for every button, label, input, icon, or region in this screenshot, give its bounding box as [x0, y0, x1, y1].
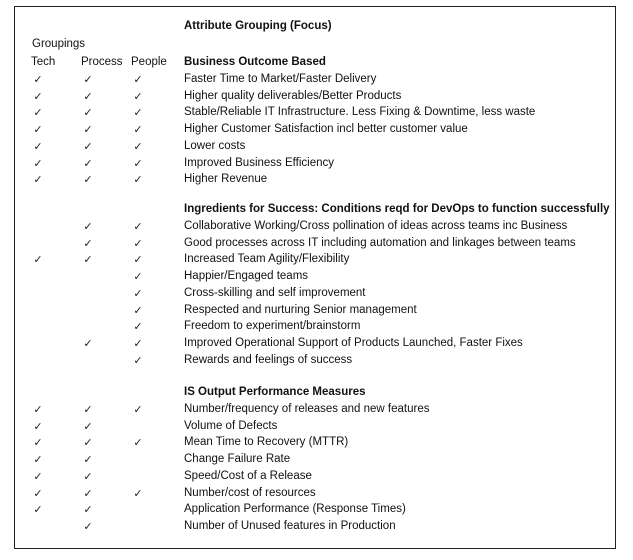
- attribute-label: Stable/Reliable IT Infrastructure. Less Fixing & Downtime, less waste: [184, 106, 536, 119]
- table-row: [0, 106, 633, 123]
- table-row: [0, 270, 633, 287]
- column-header-people: People: [131, 56, 167, 68]
- attribute-label: Higher Revenue: [184, 173, 268, 186]
- table-row: [0, 173, 633, 190]
- checkmark-icon: ✓: [83, 487, 93, 500]
- checkmark-icon: ✓: [83, 221, 93, 233]
- table-row: [0, 487, 633, 504]
- checkmark-icon: ✓: [83, 254, 93, 267]
- table-row: [0, 73, 633, 90]
- checkmark-icon: ✓: [133, 74, 143, 86]
- checkmark-icon: ✓: [33, 157, 43, 170]
- checkmark-icon: ✓: [33, 254, 43, 267]
- attribute-label: Improved Operational Support of Products Launched, Faster Fixes: [184, 336, 523, 349]
- checkmark-icon: ✓: [83, 470, 93, 483]
- checkmark-icon: ✓: [83, 90, 93, 103]
- table-row: [0, 436, 633, 453]
- section-title: Ingredients for Success: Conditions reqd for DevOps to function successfully: [184, 203, 610, 215]
- table-row: [0, 287, 633, 304]
- checkmark-icon: ✓: [33, 174, 43, 187]
- attribute-label: Volume of Defects: [184, 419, 278, 432]
- table-row: [0, 470, 633, 487]
- checkmark-icon: ✓: [83, 520, 93, 533]
- table-row: [0, 337, 633, 354]
- checkmark-icon: ✓: [33, 140, 43, 153]
- attribute-label: Number of Unused features in Production: [184, 519, 396, 532]
- checkmark-icon: ✓: [33, 454, 43, 467]
- table-row: [0, 253, 633, 270]
- attribute-label: Application Performance (Response Times): [184, 503, 406, 516]
- page-title: Attribute Grouping (Focus): [184, 20, 332, 32]
- checkmark-icon: ✓: [133, 321, 143, 334]
- attribute-label: Higher Customer Satisfaction incl better customer value: [184, 123, 468, 136]
- checkmark-icon: ✓: [133, 287, 143, 300]
- table-row: [0, 453, 633, 470]
- checkmark-icon: ✓: [33, 504, 43, 517]
- table-row: [0, 90, 633, 107]
- checkmark-icon: ✓: [83, 237, 93, 250]
- checkmark-icon: ✓: [83, 107, 93, 120]
- groupings-label: Groupings: [32, 38, 86, 50]
- table-row: [0, 503, 633, 520]
- checkmark-icon: ✓: [83, 140, 93, 153]
- checkmark-icon: ✓: [133, 404, 143, 416]
- table-row: [0, 123, 633, 140]
- attribute-label: Happier/Engaged teams: [184, 270, 309, 283]
- attribute-label: Faster Time to Market/Faster Delivery: [184, 73, 377, 85]
- table-row: [0, 220, 633, 237]
- checkmark-icon: ✓: [133, 157, 143, 170]
- checkmark-icon: ✓: [133, 107, 143, 120]
- table-row: [0, 304, 633, 321]
- attribute-label: Higher quality deliverables/Better Products: [184, 89, 402, 102]
- attribute-label: Improved Business Efficiency: [184, 156, 334, 169]
- section-title: IS Output Performance Measures: [184, 386, 366, 398]
- attribute-label: Collaborative Working/Cross pollination of ideas across teams inc Business: [184, 220, 568, 232]
- checkmark-icon: ✓: [133, 271, 143, 284]
- checkmark-icon: ✓: [83, 157, 93, 170]
- checkmark-icon: ✓: [133, 90, 143, 103]
- checkmark-icon: ✓: [133, 254, 143, 267]
- checkmark-icon: ✓: [83, 124, 93, 137]
- column-header-process: Process: [81, 56, 123, 68]
- checkmark-icon: ✓: [133, 354, 143, 367]
- checkmark-icon: ✓: [133, 237, 143, 250]
- checkmark-icon: ✓: [83, 504, 93, 517]
- table-row: [0, 354, 633, 371]
- checkmark-icon: ✓: [83, 420, 93, 433]
- checkmark-icon: ✓: [33, 74, 43, 86]
- attribute-label: Cross-skilling and self improvement: [184, 286, 366, 299]
- attribute-label: Respected and nurturing Senior management: [184, 303, 417, 316]
- table-row: [0, 520, 633, 537]
- checkmark-icon: ✓: [83, 454, 93, 467]
- attribute-label: Freedom to experiment/brainstorm: [184, 320, 361, 333]
- checkmark-icon: ✓: [33, 90, 43, 103]
- checkmark-icon: ✓: [83, 74, 93, 86]
- checkmark-icon: ✓: [83, 337, 93, 350]
- checkmark-icon: ✓: [33, 487, 43, 500]
- column-header-tech: Tech: [31, 56, 56, 68]
- table-row: [0, 403, 633, 420]
- checkmark-icon: ✓: [33, 124, 43, 137]
- checkmark-icon: ✓: [133, 221, 143, 233]
- checkmark-icon: ✓: [33, 437, 43, 450]
- attribute-label: Lower costs: [184, 139, 246, 152]
- checkmark-icon: ✓: [83, 174, 93, 187]
- checkmark-icon: ✓: [33, 107, 43, 120]
- checkmark-icon: ✓: [133, 140, 143, 153]
- table-row: [0, 140, 633, 157]
- attribute-label: Mean Time to Recovery (MTTR): [184, 436, 349, 449]
- attribute-label: Rewards and feelings of success: [184, 353, 353, 366]
- checkmark-icon: ✓: [133, 124, 143, 137]
- attribute-label: Speed/Cost of a Release: [184, 469, 312, 482]
- checkmark-icon: ✓: [133, 487, 143, 500]
- table-row: [0, 157, 633, 174]
- checkmark-icon: ✓: [133, 304, 143, 317]
- attribute-label: Change Failure Rate: [184, 453, 291, 466]
- checkmark-icon: ✓: [133, 437, 143, 450]
- table-row: [0, 320, 633, 337]
- checkmark-icon: ✓: [83, 404, 93, 416]
- attribute-label: Increased Team Agility/Flexibility: [184, 253, 350, 266]
- attribute-label: Number/cost of resources: [184, 486, 316, 499]
- attribute-label: Number/frequency of releases and new features: [184, 403, 430, 415]
- section-title: Business Outcome Based: [184, 56, 326, 68]
- checkmark-icon: ✓: [33, 404, 43, 416]
- table-row: [0, 237, 633, 254]
- attribute-label: Good processes across IT including automation and linkages between teams: [184, 236, 576, 249]
- checkmark-icon: ✓: [83, 437, 93, 450]
- checkmark-icon: ✓: [133, 174, 143, 187]
- checkmark-icon: ✓: [33, 470, 43, 483]
- checkmark-icon: ✓: [33, 420, 43, 433]
- checkmark-icon: ✓: [133, 337, 143, 350]
- table-row: [0, 420, 633, 437]
